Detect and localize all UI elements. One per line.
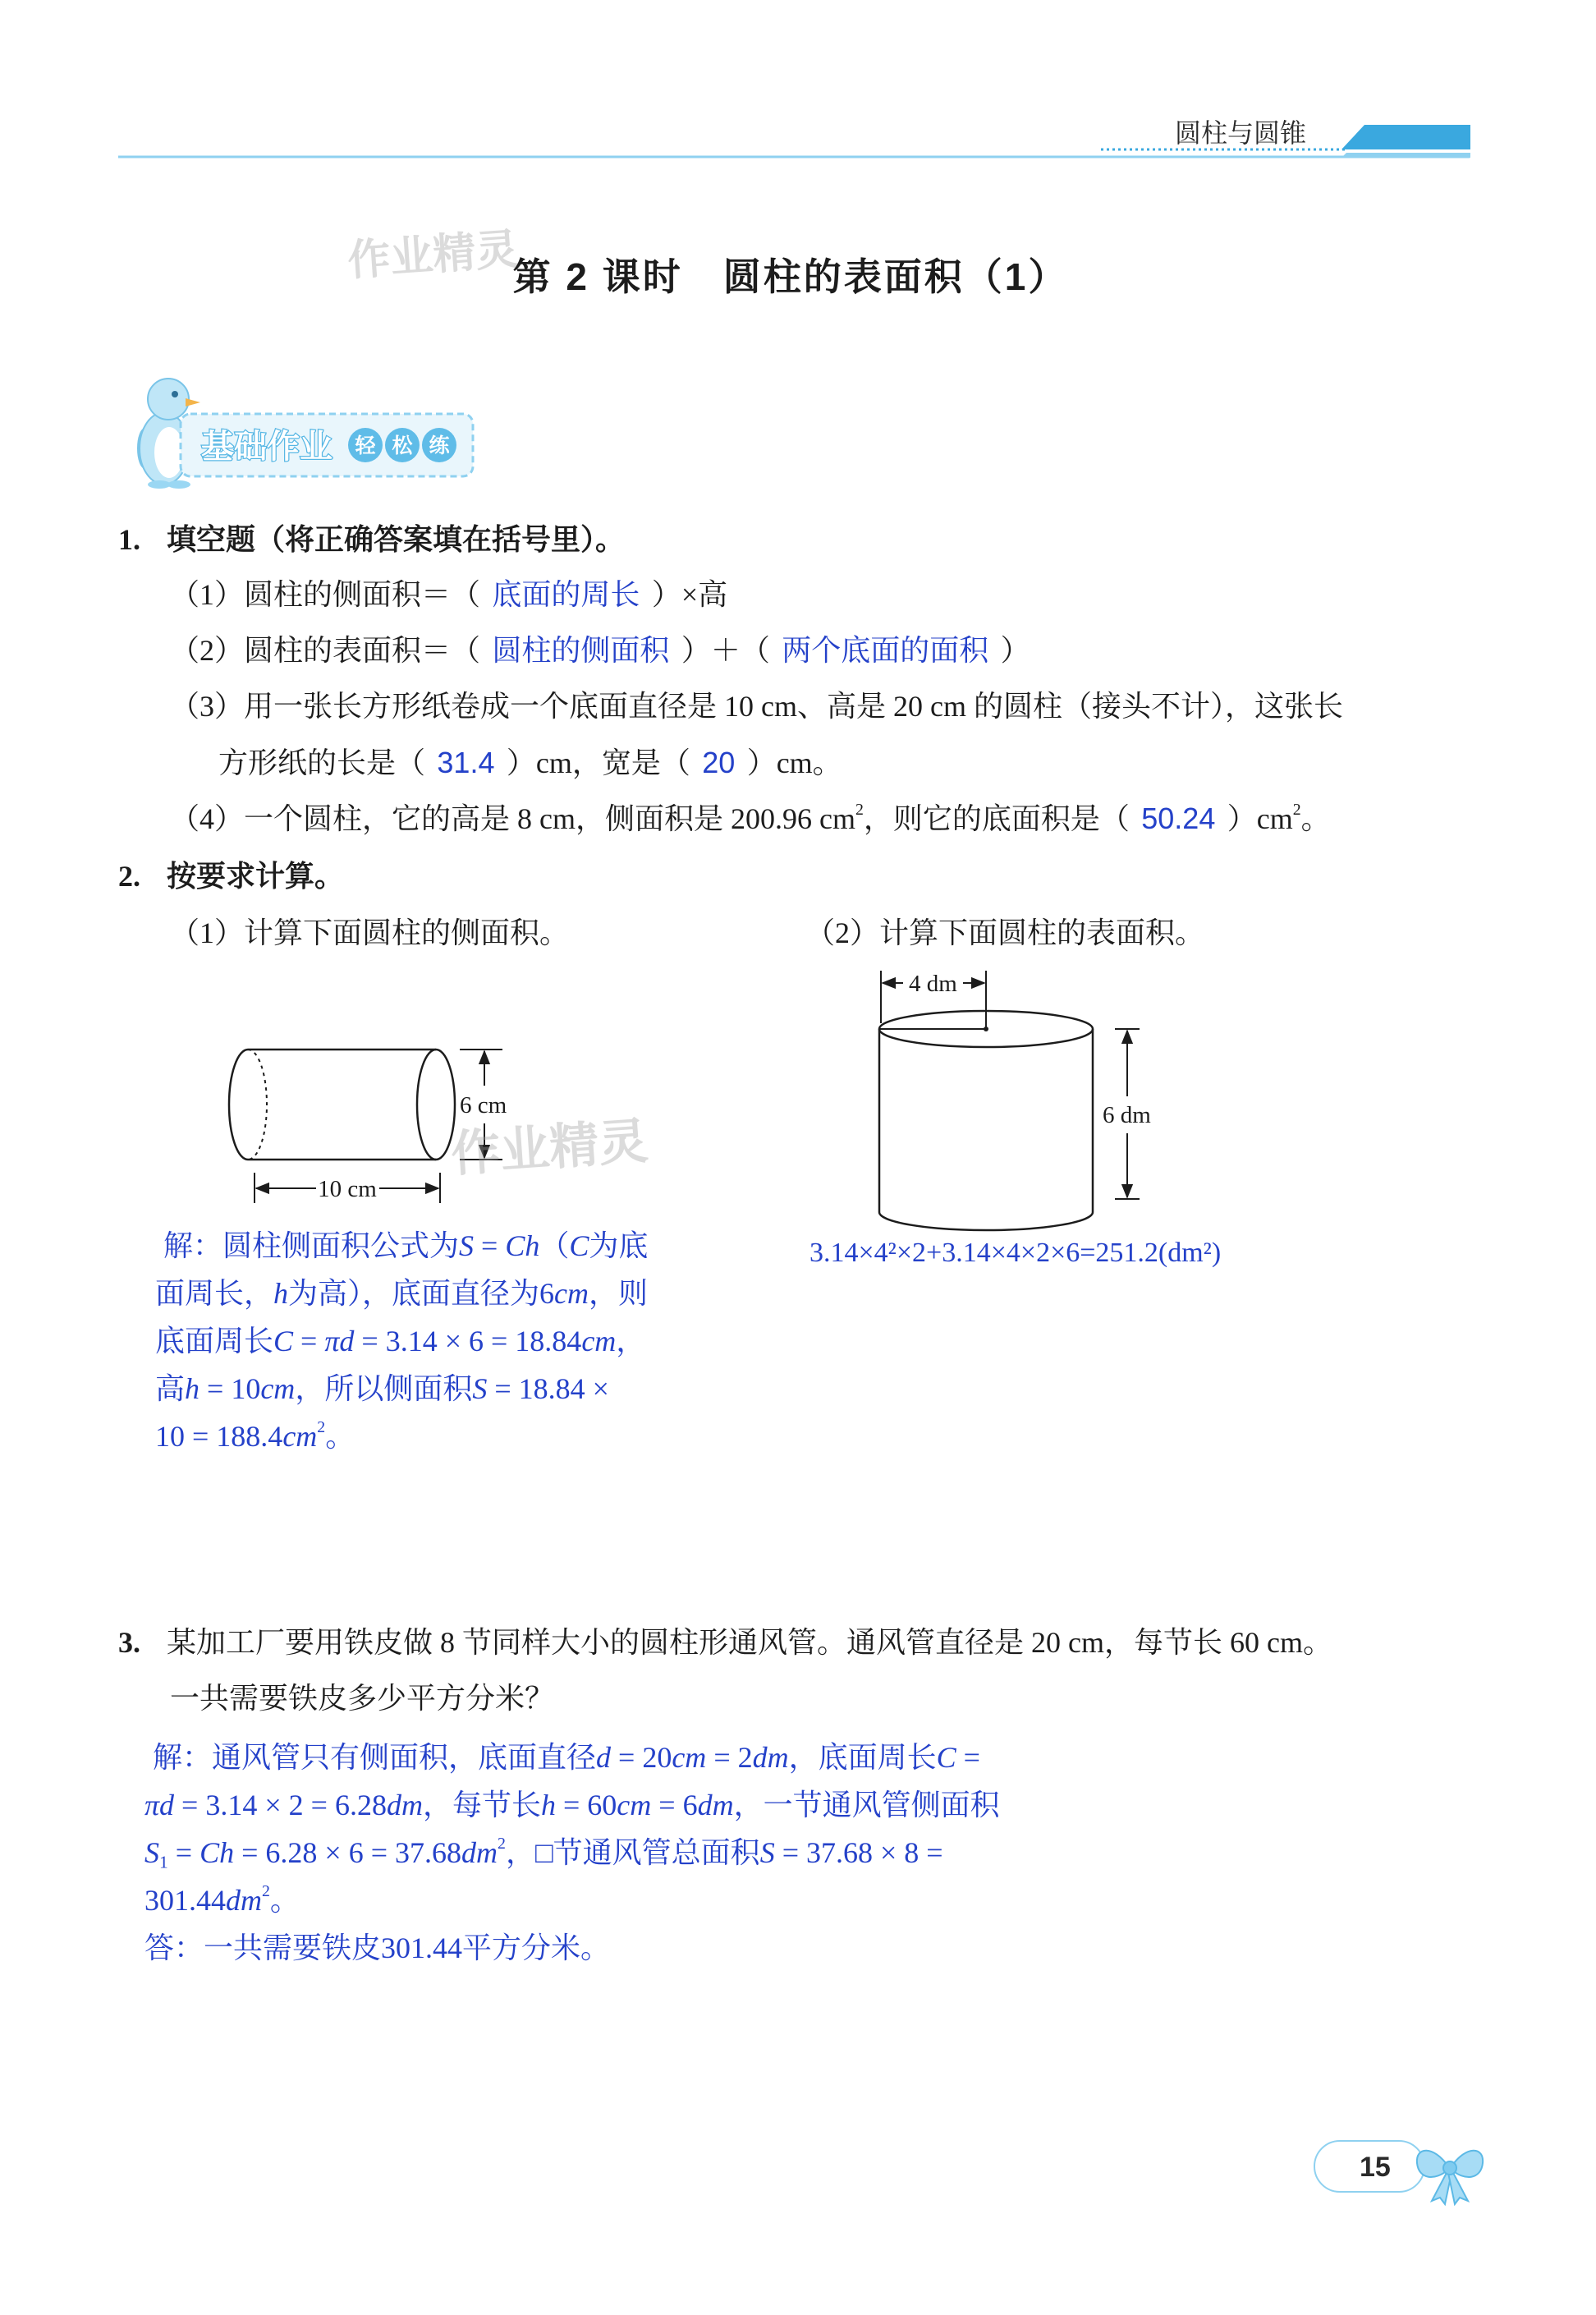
bow-loop-right xyxy=(1452,2151,1483,2177)
chapter-title: 圆柱与圆锥 xyxy=(1175,118,1307,148)
radius-label: 4 dm xyxy=(909,971,957,997)
text-segment: = 60 xyxy=(555,1789,617,1821)
cylinder-bottom-edge xyxy=(879,1212,1093,1230)
text-segment: （2）圆柱的表面积＝（ xyxy=(170,634,481,667)
solution-line xyxy=(144,1876,1000,1924)
penguin-foot-right xyxy=(167,480,190,489)
text-segment: 面周长， xyxy=(155,1277,274,1310)
text-segment: 为底 xyxy=(589,1229,649,1262)
text-segment: （3）用一张长方形纸卷成一个底面直径是 10 cm、高是 20 cm 的圆柱（接头不计），这张长 xyxy=(170,690,1343,723)
question-text: 按要求计算。 xyxy=(167,859,345,893)
math-variable: Ch xyxy=(505,1229,540,1262)
superscript: 2 xyxy=(317,1418,326,1437)
answer-blank: 底面的周长 xyxy=(492,577,640,611)
q3-solution xyxy=(144,1734,1000,1972)
math-variable: dm xyxy=(226,1884,262,1917)
text-segment: 。 xyxy=(269,1884,300,1917)
text-segment: （1）圆柱的侧面积＝（ xyxy=(170,578,481,611)
badge-label: 基础作业 xyxy=(201,429,332,465)
math-variable: S xyxy=(472,1372,488,1405)
math-variable: dm xyxy=(461,1836,498,1869)
q2-part1-solution xyxy=(155,1222,648,1460)
text-segment: ，每节长 xyxy=(422,1789,541,1821)
penguin-foot-left xyxy=(148,480,171,489)
watermark: 作业精灵 xyxy=(449,1113,650,1183)
text-segment: ，所以侧面积 xyxy=(295,1372,473,1405)
text-segment: ）×高 xyxy=(651,578,728,611)
bow-icon xyxy=(1409,2129,1491,2211)
header-tab xyxy=(1341,125,1470,149)
superscript: 2 xyxy=(498,1835,506,1853)
text-segment: 答：一共需要铁皮301.44平方分米。 xyxy=(144,1931,611,1964)
height-label: 6 dm xyxy=(1103,1102,1151,1128)
text-segment: 10 = 188.4 xyxy=(155,1420,283,1453)
text-segment: 解：圆柱侧面积公式为 xyxy=(163,1229,460,1262)
text-segment: 为高），底面直径为6 xyxy=(288,1277,555,1310)
text-segment: = 18.84 × xyxy=(487,1372,609,1405)
text-segment: （4）一个圆柱，它的高是 8 cm，侧面积是 200.96 cm xyxy=(170,802,855,835)
q1-item-1 xyxy=(170,577,728,611)
text-segment: 高 xyxy=(155,1372,186,1405)
watermark: 作业精灵 xyxy=(346,225,521,286)
math-variable: dm xyxy=(697,1789,734,1821)
text-segment: 底面周长 xyxy=(155,1325,274,1357)
text-segment: ，则 xyxy=(589,1277,649,1310)
q1-item-3 xyxy=(170,691,1343,721)
badge-circle-label: 松 xyxy=(392,434,413,457)
math-variable: πd xyxy=(144,1789,175,1821)
solution-line xyxy=(155,1365,648,1412)
text-segment: = 20 xyxy=(611,1741,672,1774)
text-segment: = 37.68 × 8 = xyxy=(774,1836,943,1869)
solution-line xyxy=(155,1222,648,1270)
q1-item-4 xyxy=(170,801,1331,835)
text-segment: = 10 xyxy=(200,1372,261,1405)
math-variable: πd xyxy=(324,1325,355,1357)
question-2-heading xyxy=(118,861,344,891)
text-segment: ，□节通风管总面积 xyxy=(505,1836,760,1869)
question-3-heading xyxy=(118,1628,1332,1657)
math-variable: d xyxy=(596,1741,612,1774)
answer-blank: 两个底面的面积 xyxy=(782,633,989,667)
q1-item-3-continued xyxy=(218,748,842,778)
question-text: 填空题（将正确答案填在括号里）。 xyxy=(167,522,626,556)
math-variable: cm xyxy=(617,1789,652,1821)
penguin-eye xyxy=(172,391,178,397)
question-3-text-continued: 一共需要铁皮多少平方分米？ xyxy=(170,1682,555,1715)
badge-circle-label: 轻 xyxy=(355,434,376,457)
penguin-head xyxy=(148,379,189,420)
text-segment: 。 xyxy=(325,1420,355,1453)
math-variable: cm xyxy=(260,1372,296,1405)
math-variable: C xyxy=(273,1325,294,1357)
solution-line xyxy=(144,1734,1000,1781)
text-segment: ，则它的底面积是（ xyxy=(863,802,1130,835)
answer-blank: 31.4 xyxy=(437,746,495,779)
question-number: 2. xyxy=(118,860,140,893)
math-variable: cm xyxy=(554,1277,589,1310)
q2-part1-prompt: （1）计算下面圆柱的侧面积。 xyxy=(170,916,570,949)
solution-line xyxy=(144,1829,1000,1876)
superscript: 2 xyxy=(262,1882,270,1901)
answer-blank: 20 xyxy=(702,746,736,779)
math-variable: dm xyxy=(386,1789,423,1821)
text-segment: ， xyxy=(616,1325,646,1357)
math-variable: h xyxy=(185,1372,200,1405)
cylinder-right-end xyxy=(417,1050,455,1160)
answer-blank: 50.24 xyxy=(1141,802,1216,835)
text-segment: 301.44 xyxy=(144,1884,226,1917)
length-label: 10 cm xyxy=(318,1176,377,1202)
math-variable: cm xyxy=(581,1325,617,1357)
text-segment: ）cm，宽是（ xyxy=(506,746,690,779)
q2-part2-solution: 3.14×4²×2+3.14×4×2×6=251.2(dm²) xyxy=(809,1238,1222,1268)
text-segment: ，底面周长 xyxy=(788,1741,937,1774)
math-variable: S xyxy=(759,1836,775,1869)
page-title: 第 2 课时 圆柱的表面积（1） xyxy=(512,255,1069,298)
penguin-beak xyxy=(186,398,200,407)
text-segment: ） xyxy=(1000,634,1030,667)
math-variable: S xyxy=(459,1229,475,1262)
height-label: 6 cm xyxy=(460,1092,507,1118)
question-text: 某加工厂要用铁皮做 8 节同样大小的圆柱形通风管。通风管直径是 20 cm，每节长 60 cm。 xyxy=(167,1626,1332,1659)
solution-line xyxy=(144,1924,1000,1972)
math-variable: h xyxy=(540,1789,556,1821)
text-segment: = xyxy=(293,1325,325,1357)
text-segment: = xyxy=(474,1229,506,1262)
text-segment: = xyxy=(956,1741,980,1774)
solution-line xyxy=(144,1781,1000,1829)
question-number: 1. xyxy=(118,523,140,556)
text-segment: = xyxy=(167,1836,200,1869)
header-tab-stripe xyxy=(1341,153,1470,158)
question-1-heading xyxy=(118,522,626,556)
math-variable: h xyxy=(273,1277,289,1310)
solution-line xyxy=(155,1270,648,1317)
math-variable: C xyxy=(569,1229,589,1262)
page-number: 15 xyxy=(1360,2152,1391,2183)
superscript: 2 xyxy=(1292,801,1301,820)
subscript: 1 xyxy=(159,1852,168,1872)
question-number: 3. xyxy=(118,1626,140,1659)
cylinder-left-end-hidden xyxy=(248,1050,267,1160)
solution-line xyxy=(155,1317,648,1365)
math-variable: dm xyxy=(752,1741,789,1774)
text-segment: （ xyxy=(539,1229,570,1262)
bow-knot xyxy=(1443,2161,1456,2175)
text-segment: 解：通风管只有侧面积，底面直径 xyxy=(153,1741,597,1774)
solution-line xyxy=(155,1412,648,1460)
vertical-cylinder-figure xyxy=(854,961,1182,1244)
text-segment: = 3.14 × 2 = 6.28 xyxy=(174,1789,387,1821)
math-variable: cm xyxy=(282,1420,318,1453)
badge-circle-label: 练 xyxy=(429,434,450,457)
text-segment: ）＋（ xyxy=(681,634,770,667)
cylinder-left-end-front xyxy=(229,1050,248,1160)
text-segment: = 6.28 × 6 = 37.68 xyxy=(234,1836,462,1869)
section-badge xyxy=(123,370,484,493)
text-segment: 。 xyxy=(1300,802,1331,835)
math-variable: Ch xyxy=(200,1836,235,1869)
text-segment: = 3.14 × 6 = 18.84 xyxy=(354,1325,582,1357)
q1-item-2 xyxy=(170,633,1030,667)
text-segment: ）cm。 xyxy=(746,746,842,779)
header-decoration xyxy=(0,107,1596,172)
answer-blank: 圆柱的侧面积 xyxy=(492,633,670,667)
superscript: 2 xyxy=(855,801,864,820)
math-variable: C xyxy=(936,1741,956,1774)
text-segment: = 2 xyxy=(706,1741,753,1774)
q2-part2-prompt: （2）计算下面圆柱的表面积。 xyxy=(805,916,1205,949)
text-segment: ，一节通风管侧面积 xyxy=(733,1789,1000,1821)
text-segment: ）cm xyxy=(1227,802,1293,835)
math-variable: S xyxy=(144,1836,159,1869)
math-variable: cm xyxy=(672,1741,707,1774)
text-segment: = 6 xyxy=(651,1789,698,1821)
text-segment: 方形纸的长是（ xyxy=(218,746,426,779)
bow-loop-left xyxy=(1417,2151,1448,2177)
